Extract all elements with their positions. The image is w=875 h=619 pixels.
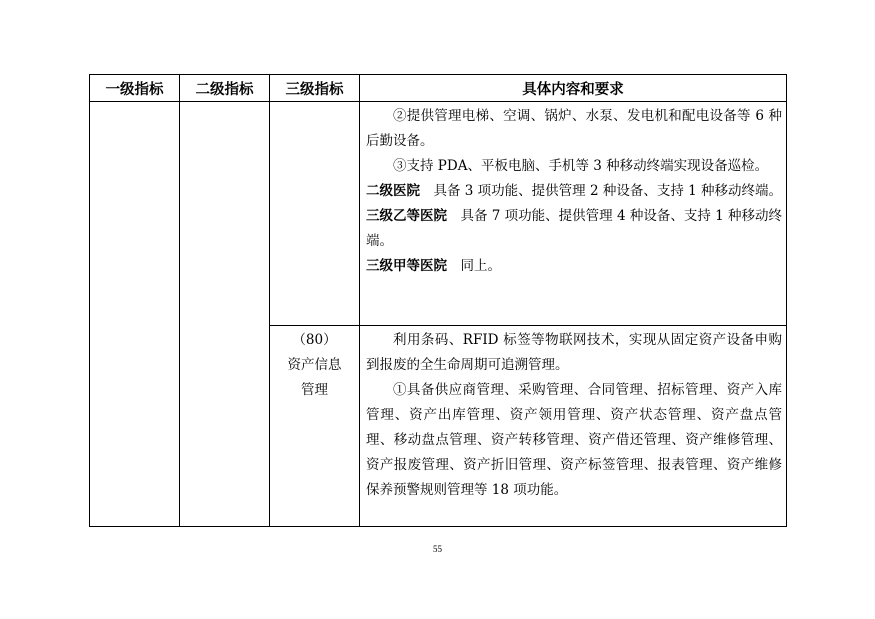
level3-cell-empty xyxy=(270,102,360,326)
content-paragraph: ③支持 PDA、平板电脑、手机等 3 种移动终端实现设备巡检。 xyxy=(393,158,769,174)
header-level2: 二级指标 xyxy=(180,75,270,102)
content-cell xyxy=(360,102,787,326)
indicator-name: 资产信息 xyxy=(287,357,342,373)
content-cell xyxy=(360,326,787,527)
content-paragraph: 三级甲等医院 同上。 xyxy=(366,258,501,274)
requirements-table xyxy=(89,74,787,527)
header-content: 具体内容和要求 xyxy=(360,75,787,102)
indicator-code: （80） xyxy=(292,332,337,348)
page-number: 55 xyxy=(433,544,442,554)
level2-cell xyxy=(180,102,270,527)
table-row xyxy=(90,102,787,326)
indicator-name: 管理 xyxy=(301,382,328,398)
table-header-row xyxy=(90,75,787,102)
content-paragraph: ②提供管理电梯、空调、锅炉、水泵、发电机和配电设备等 6 种后勤设备。 xyxy=(366,108,782,149)
content-paragraph: 利用条码、RFID 标签等物联网技术，实现从固定资产设备申购到报废的全生命周期可追溯管理。 xyxy=(366,332,782,373)
content-paragraph: ①具备供应商管理、采购管理、合同管理、招标管理、资产入库管理、资产出库管理、资产领用管理、资产状态管理、资产盘点管理、移动盘点管理、资产转移管理、资产借还管理、资产维修管理、资产报废管理、资产折旧管理、资产标签管理、报表管理、资产维修保养预警规则管理等 18 项功能。 xyxy=(366,382,782,498)
content-paragraph: 二级医院 具备 3 项功能、提供管理 2 种设备、支持 1 种移动终端。 xyxy=(366,183,783,199)
content-paragraph: 三级乙等医院 具备 7 项功能、提供管理 4 种设备、支持 1 种移动终端。 xyxy=(366,208,783,249)
header-level3: 三级指标 xyxy=(270,75,360,102)
level3-cell xyxy=(270,326,360,527)
level1-cell xyxy=(90,102,180,527)
header-level1: 一级指标 xyxy=(90,75,180,102)
